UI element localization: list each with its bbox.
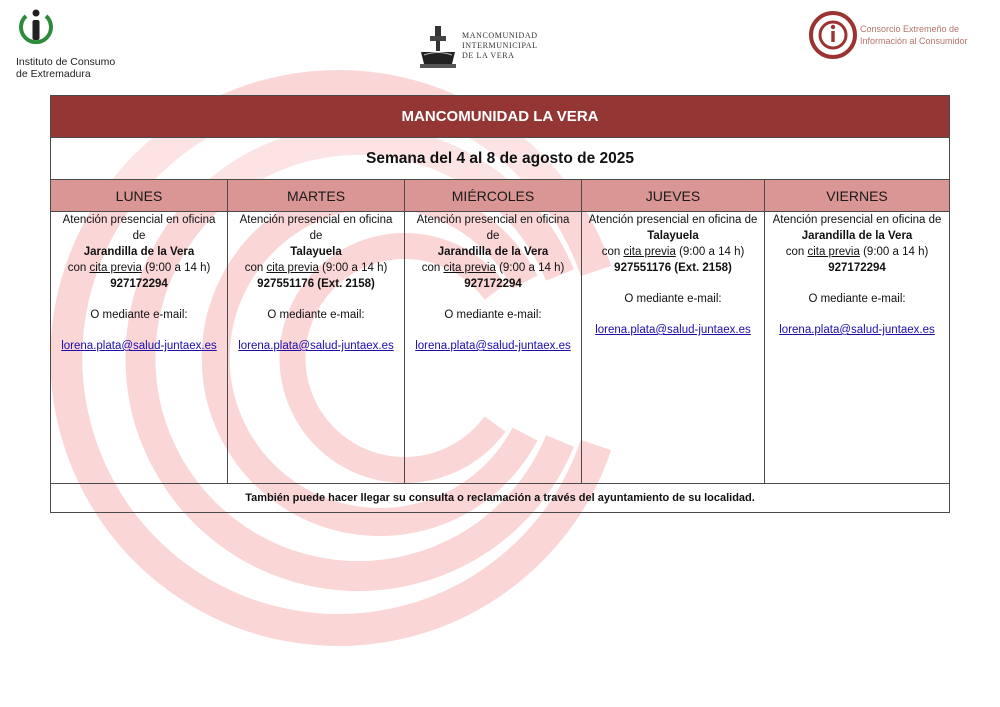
- ice-line-2: de Extremadura: [16, 67, 91, 80]
- phone-number: 927551176 (Ext. 2158): [614, 262, 732, 274]
- email-link[interactable]: lorena.plata@salud-juntaex.es: [238, 340, 394, 352]
- intro-text: Atención presencial en oficina de: [62, 214, 216, 242]
- intro-text: Atención presencial en oficina de: [416, 214, 570, 242]
- phone-number: 927172294: [110, 278, 168, 290]
- ice-line-1: Instituto de Consumo: [16, 56, 116, 68]
- mv-line-3: DE LA VERA: [462, 51, 515, 60]
- cita-hours: (9:00 a 14 h): [499, 262, 565, 274]
- day-header: MIÉRCOLES: [405, 180, 582, 212]
- cita-prefix: con: [601, 246, 621, 258]
- cita-previa-link[interactable]: cita previa: [89, 262, 142, 274]
- day-cell-lunes: [51, 212, 228, 484]
- cita-previa-link[interactable]: cita previa: [807, 246, 860, 258]
- instituto-consumo-icon: [16, 6, 56, 50]
- phone-number: 927172294: [464, 278, 522, 290]
- footer-note: También puede hacer llegar su consulta o reclamación a través del ayuntamiento de su localidad.: [51, 484, 950, 513]
- logo-instituto-consumo: [16, 6, 131, 80]
- logo-mancomunidad-vera: [418, 24, 538, 70]
- cita-hours: (9:00 a 14 h): [145, 262, 211, 274]
- phone-number: 927551176 (Ext. 2158): [257, 278, 375, 290]
- title-row: [51, 96, 950, 138]
- cita-previa-link[interactable]: cita previa: [443, 262, 496, 274]
- day-header: VIERNES: [765, 180, 950, 212]
- footer-row: [51, 484, 950, 513]
- email-link[interactable]: lorena.plata@salud-juntaex.es: [415, 340, 571, 352]
- day-header: MARTES: [228, 180, 405, 212]
- office-place: Jarandilla de la Vera: [801, 230, 913, 242]
- cita-prefix: con: [421, 262, 441, 274]
- logo-consorcio: [808, 10, 968, 60]
- email-link[interactable]: lorena.plata@salud-juntaex.es: [595, 324, 751, 336]
- ce-line-1: Consorcio Extremeño de: [860, 24, 960, 34]
- table-title: MANCOMUNIDAD LA VERA: [51, 96, 950, 138]
- day-cell-miercoles: [405, 212, 582, 484]
- consorcio-icon: [808, 10, 858, 60]
- day-header: JUEVES: [582, 180, 765, 212]
- email-label: O mediante e-mail:: [624, 293, 722, 305]
- fountain-icon: [418, 24, 458, 70]
- mv-line-1: MANCOMUNIDAD: [462, 31, 538, 40]
- email-label: O mediante e-mail:: [444, 309, 542, 321]
- phone-number: 927172294: [828, 262, 886, 274]
- intro-text: Atención presencial en oficina de: [772, 214, 942, 226]
- content-row: [51, 212, 950, 484]
- intro-text: Atención presencial en oficina de: [588, 214, 758, 226]
- cita-hours: (9:00 a 14 h): [322, 262, 388, 274]
- week-row: [51, 138, 950, 180]
- day-cell-jueves: [582, 212, 765, 484]
- cita-prefix: con: [244, 262, 264, 274]
- email-label: O mediante e-mail:: [267, 309, 365, 321]
- office-place: Jarandilla de la Vera: [437, 246, 549, 258]
- ce-line-2: Información al Consumidor: [860, 36, 968, 46]
- office-place: Talayuela: [290, 246, 342, 258]
- mv-line-2: INTERMUNICIPAL: [462, 41, 538, 50]
- cita-previa-link[interactable]: cita previa: [266, 262, 319, 274]
- email-label: O mediante e-mail:: [90, 309, 188, 321]
- day-cell-viernes: [765, 212, 950, 484]
- email-link[interactable]: lorena.plata@salud-juntaex.es: [779, 324, 935, 336]
- cita-prefix: con: [785, 246, 805, 258]
- week-label: Semana del 4 al 8 de agosto de 2025: [51, 138, 950, 180]
- day-cell-martes: [228, 212, 405, 484]
- cita-previa-link[interactable]: cita previa: [623, 246, 676, 258]
- schedule-table: [50, 95, 950, 513]
- day-header: LUNES: [51, 180, 228, 212]
- cita-hours: (9:00 a 14 h): [863, 246, 929, 258]
- days-header-row: [51, 180, 950, 212]
- office-place: Talayuela: [647, 230, 699, 242]
- cita-prefix: con: [67, 262, 87, 274]
- intro-text: Atención presencial en oficina de: [239, 214, 393, 242]
- office-place: Jarandilla de la Vera: [83, 246, 195, 258]
- email-link[interactable]: lorena.plata@salud-juntaex.es: [61, 340, 217, 352]
- email-label: O mediante e-mail:: [808, 293, 906, 305]
- cita-hours: (9:00 a 14 h): [679, 246, 745, 258]
